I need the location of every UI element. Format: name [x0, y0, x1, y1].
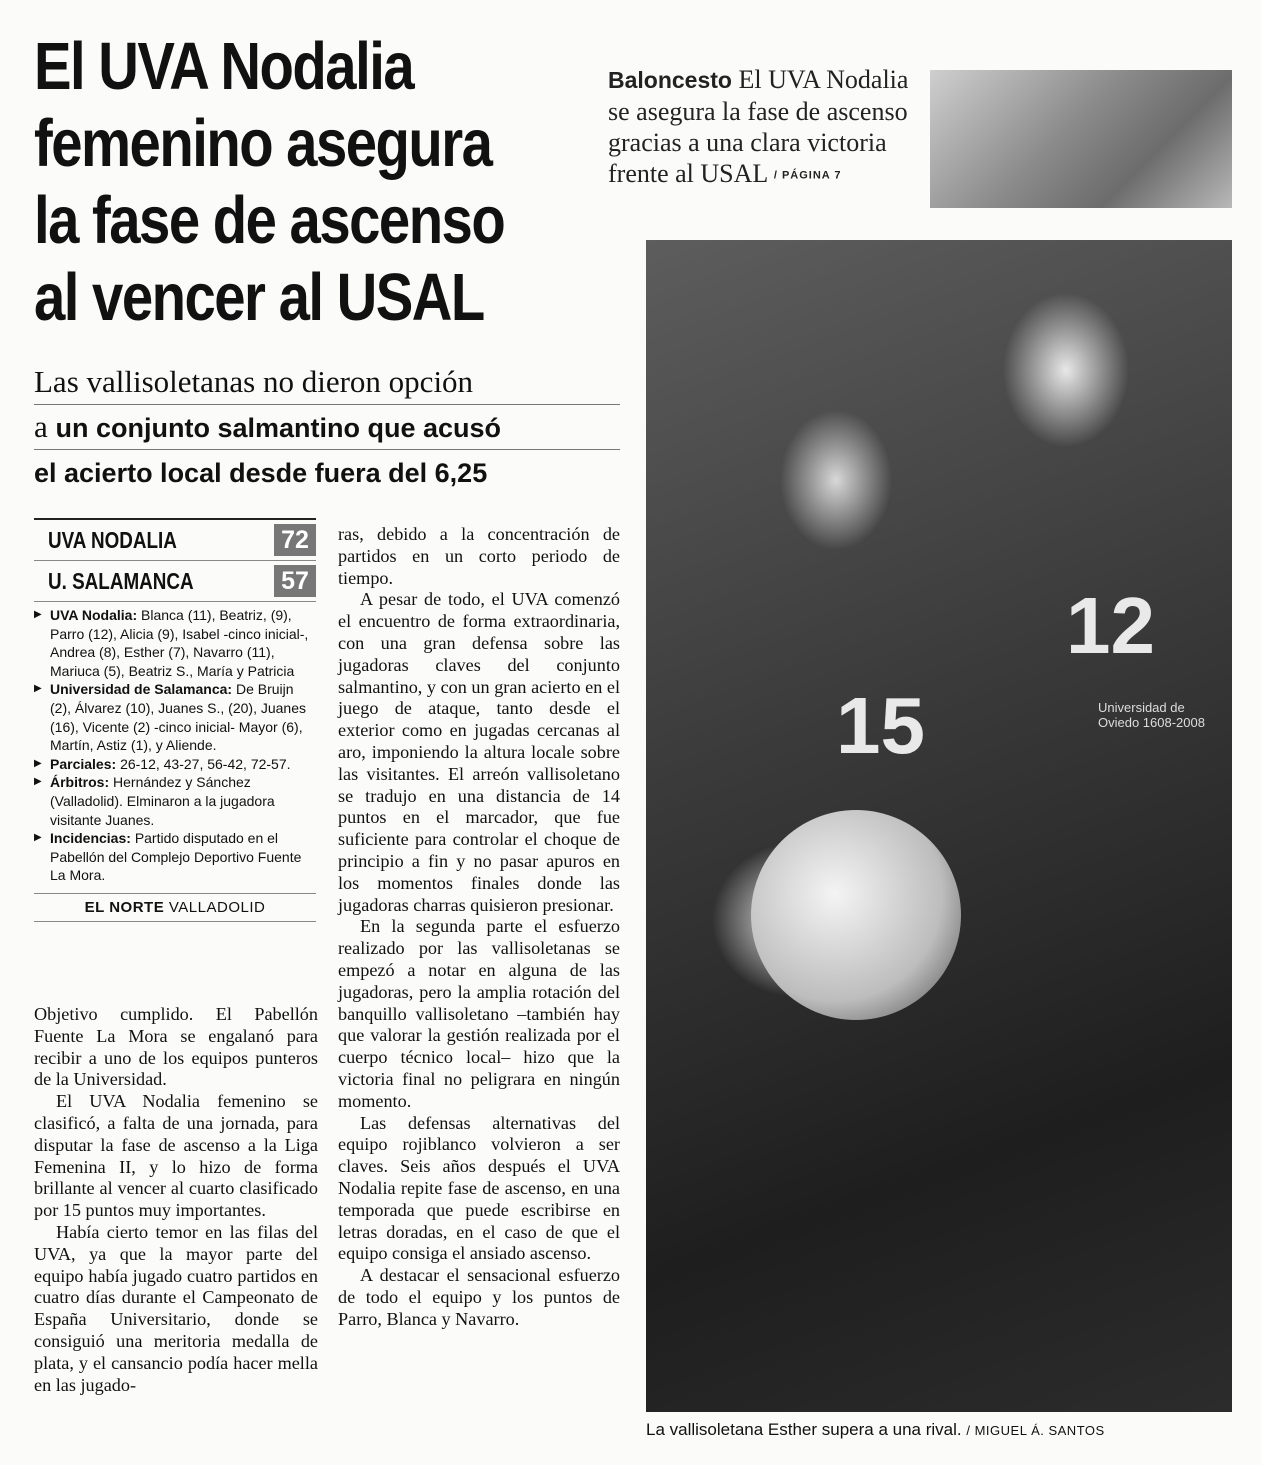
subhead-bold: el acierto local desde fuera del 6,25 [34, 458, 488, 488]
headline-line: El UVA Nodalia [34, 29, 414, 104]
headline-line: femenino asegura [34, 106, 492, 181]
jersey-number-front: 15 [836, 681, 925, 770]
subhead-line [34, 405, 620, 450]
photo-byline: / MIGUEL Á. SANTOS [966, 1423, 1105, 1438]
teaser-page[interactable]: / PÁGINA 7 [773, 169, 842, 182]
body-column-2 [338, 524, 620, 1330]
team-name: UVA NODALIA [48, 526, 177, 553]
stat-item [34, 773, 316, 829]
caption-text: La vallisoletana Esther supera a una rival. [646, 1420, 962, 1439]
headline-line: la fase de ascenso [34, 183, 505, 258]
stat-item [34, 829, 316, 885]
stat-text: 26-12, 43-27, 56-42, 72-57. [120, 755, 291, 772]
paragraph: Había cierto temor en las filas del UVA, ya que la mayor parte del equipo había jugado cuatro partidos en cuatro días durante el Campeonato de España Universitario, donde se consiguió una meritoria medalla de plata, y el cansancio podía hacer mella en las jugado- [34, 1221, 318, 1395]
shirt-text: Universidad de Oviedo 1608-2008 [1098, 700, 1205, 730]
teaser-thumbnail-photo [930, 70, 1232, 208]
stat-label: Parciales: [50, 755, 117, 772]
subhead-line [34, 450, 620, 494]
paragraph: Las defensas alternativas del equipo rojiblanco volvieron a ser claves. Seis años después el UVA Nodalia repite fase de ascenso, en una temporada que puede escribirse en letras doradas, en el caso de que el equipo consiga el ansiado ascenso. [338, 1112, 620, 1264]
author-credit [34, 893, 316, 922]
team-score: 72 [274, 524, 316, 556]
stat-text: Blanca (11), Beatriz, (9), Parro (12), Alicia (9), Isabel -cinco inicial-, Andrea (8), Esther (7), Navarro (11), Mariuca (5), Beatriz S., María y Patricia [50, 607, 309, 679]
scoreboard [34, 518, 316, 922]
teaser-section: Baloncesto [608, 67, 732, 93]
basketball-icon [751, 810, 961, 1020]
stat-label: Incidencias: [50, 830, 131, 847]
paragraph: Objetivo cumplido. El Pabellón Fuente La Mora se engalanó para recibir a uno de los equipos punteros de la Universidad. [34, 1004, 318, 1090]
teaser[interactable] [608, 64, 918, 192]
teaser-text: El UVA Nodalia se asegura la fase de ascenso gracias a una clara victoria frente al USAL [608, 65, 909, 188]
subhead-line: Las vallisoletanas no dieron opción [34, 360, 620, 405]
stat-label: Universidad de Salamanca: [50, 681, 233, 698]
stats-list [34, 606, 316, 885]
stat-label: Árbitros: [50, 774, 110, 791]
credit-outlet: EL NORTE [84, 898, 165, 916]
stat-text: De Bruijn (2), Álvarez (10), Juanes S., (20), Juanes (16), Vicente (2) -cinco inicial- Mayor (6), Martín, Astiz (1), y Aliende. [50, 681, 306, 754]
subhead-prefix: a [34, 409, 48, 444]
paragraph: El UVA Nodalia femenino se clasificó, a falta de una jornada, para disputar la fase de ascenso a la Liga Femenina II, y lo hizo de forma brillante al vencer al cuarto clasificado por 15 puntos muy importantes. [34, 1091, 318, 1221]
team-name: U. SALAMANCA [48, 567, 194, 594]
paragraph: A pesar de todo, el UVA comenzó el encuentro de forma extraordinaria, con una gran defensa sobre las jugadoras claves del conjunto salmantino, y con un gran acierto en el juego de ataque, tanto desde el exterior como en jugadas cercanas al aro, imponiendo la altura locale sobre las visitantes. El arreón vallisoletano se tradujo en una distancia de 14 puntos en el marcador, que fue suficiente para controlar el choque de principio a fin y no pasar apuros en los momentos finales donde las jugadoras charras quisieron presionar. [338, 589, 620, 915]
main-photo [646, 240, 1232, 1412]
team-score: 57 [274, 565, 316, 597]
stat-item [34, 680, 316, 754]
headline [34, 28, 588, 336]
paragraph: ras, debido a la concentración de partidos en un corto periodo de tiempo. [338, 524, 620, 588]
credit-city: VALLADOLID [168, 898, 266, 916]
photo-caption [646, 1420, 1236, 1440]
paragraph: En la segunda parte el esfuerzo realizado por las vallisoletanas se empezó a notar en alguna de las jugadoras, pero la amplia rotación del banquillo vallisoletano –también hay que valorar la gestión realizada por el cuerpo técnico local– hizo que la victoria final no peligrara en ningún momento. [338, 916, 620, 1111]
headline-line: al vencer al USAL [34, 260, 484, 335]
stat-item [34, 606, 316, 680]
subheadline [34, 360, 620, 494]
team-row-home [34, 518, 316, 561]
stat-text: Hernández y Sánchez (Valladolid). Elminaron a la jugadora visitante Juanes. [50, 774, 275, 828]
paragraph: A destacar el sensacional esfuerzo de todo el equipo y los puntos de Parro, Blanca y Navarro. [338, 1265, 620, 1329]
team-row-away [34, 561, 316, 602]
subhead-bold: un conjunto salmantino que acusó [55, 413, 502, 443]
stat-text: Partido disputado en el Pabellón del Complejo Deportivo Fuente La Mora. [50, 830, 302, 884]
jersey-number-back: 12 [1066, 581, 1155, 670]
stat-item [34, 755, 316, 774]
body-column-1 [34, 1004, 318, 1396]
stat-label: UVA Nodalia: [50, 607, 138, 623]
